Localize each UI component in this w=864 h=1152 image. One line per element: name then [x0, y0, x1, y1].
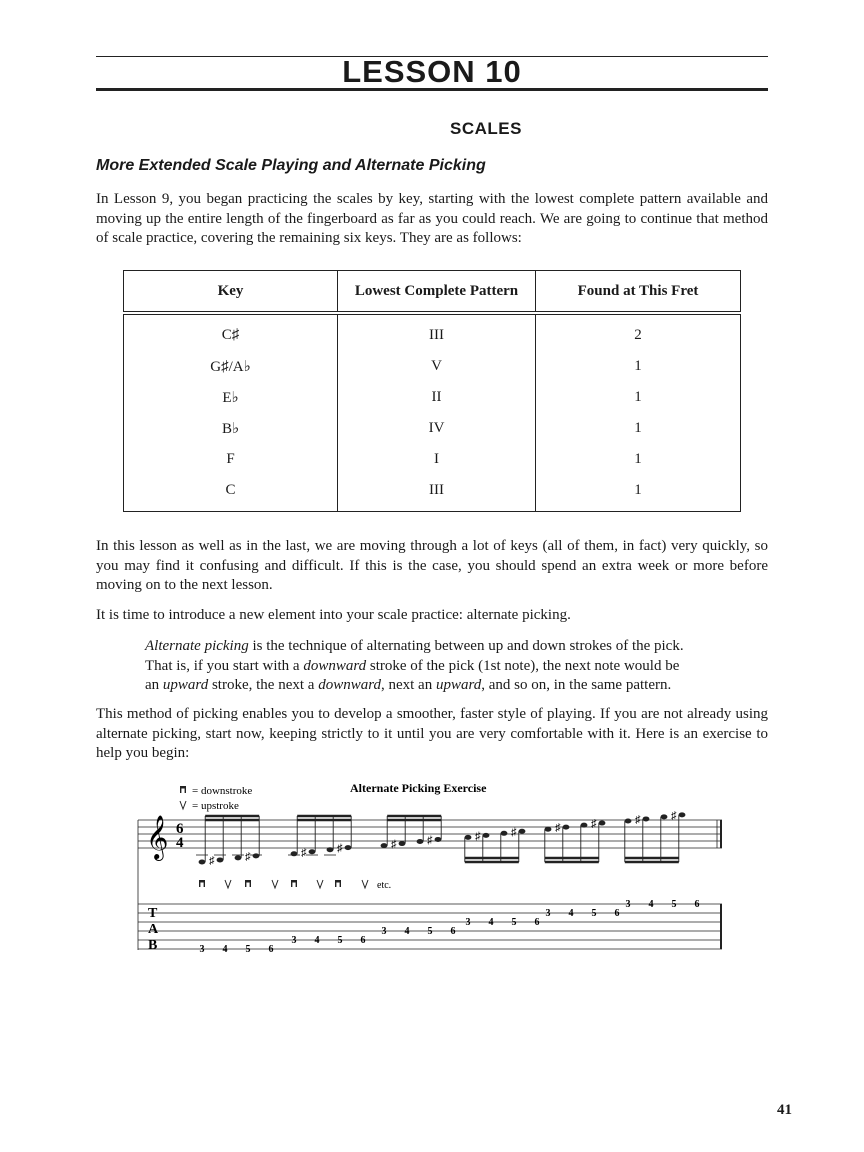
definition-term: Alternate picking — [145, 638, 249, 654]
table-cell-key: E♭ — [222, 390, 239, 406]
note-head — [399, 841, 406, 846]
table-cell-pattern: I — [338, 444, 536, 475]
table-cell-fret: 1 — [536, 413, 741, 444]
tab-letter-t: T — [148, 906, 158, 921]
definition-text: That is, if you start with a — [145, 657, 304, 674]
tab-fret-number: 5 — [427, 926, 433, 937]
table-cell-pattern: IV — [338, 413, 536, 444]
downstroke-legend-label: = downstroke — [192, 785, 253, 797]
upstroke-icon — [317, 880, 323, 888]
table-cell-key: C♯ — [221, 327, 240, 343]
definition-emphasis: downward — [303, 657, 367, 674]
note-head — [563, 825, 570, 830]
tab-letter-b: B — [148, 938, 158, 953]
table-cell-key: G♯/A♭ — [210, 359, 251, 375]
table-cell-fret: 1 — [536, 444, 741, 475]
definition-emphasis: upward — [435, 677, 482, 693]
note-head — [465, 835, 472, 840]
note-head — [291, 851, 298, 856]
note-head — [519, 829, 526, 834]
upstroke-icon — [362, 880, 368, 888]
note-head — [501, 831, 508, 836]
sharp-icon: ♯ — [427, 834, 433, 847]
upstroke-icon — [272, 880, 278, 888]
sharp-icon: ♯ — [591, 818, 597, 831]
table-row — [124, 413, 741, 444]
note-head — [581, 823, 588, 828]
table-cell-fret: 1 — [536, 475, 741, 512]
keys-table — [123, 270, 741, 512]
table-cell-fret: 1 — [536, 382, 741, 413]
intro-paragraph: In Lesson 9, you began practicing the scales by key, starting with the lowest complete pattern available and moving up the entire length of the fingerboard as far as you could reach. We are going to continue that method of scale practice, covering the remaining six keys. They are as follows: — [96, 191, 768, 246]
tab-letter-a: A — [148, 922, 159, 937]
table-row — [124, 382, 741, 413]
tab-fret-number: 5 — [337, 935, 343, 946]
definition-block — [145, 637, 725, 696]
table-cell-pattern: III — [338, 475, 536, 512]
downstroke-icon — [291, 880, 297, 887]
page-number: 41 — [777, 1102, 792, 1118]
tab-fret-number: 3 — [545, 908, 551, 919]
table-header-row — [124, 271, 741, 314]
downstroke-legend-icon — [180, 786, 186, 793]
sharp-icon: ♯ — [671, 809, 677, 822]
lesson-title: LESSON 10 — [342, 54, 522, 89]
table-row — [124, 475, 741, 512]
note-head — [217, 857, 224, 862]
note-head — [235, 855, 242, 860]
note-head — [679, 812, 686, 817]
tab-fret-number: 6 — [360, 935, 366, 946]
tab-fret-number: 6 — [450, 926, 456, 937]
downstroke-icon — [199, 880, 205, 887]
paragraph-keys-warning: In this lesson as well as in the last, we are moving through a lot of keys (all of them, in fact) very quickly, so you may find it confusing and difficult. If this is the case, you should spend an extra week or more before moving on to the next lesson. — [96, 538, 768, 593]
sharp-icon: ♯ — [475, 830, 481, 843]
table-header-fret: Found at This Fret — [536, 271, 741, 314]
table-row — [124, 313, 741, 351]
definition-text: an — [145, 677, 163, 693]
paragraph-exercise-intro: This method of picking enables you to develop a smoother, faster style of playing. If you are not already using alternate picking, start now, keeping strictly to it until you are very comfortable with it. Here is an exercise to help you begin: — [96, 706, 768, 761]
table-row — [124, 351, 741, 382]
table-cell-pattern: V — [338, 351, 536, 382]
table-header-key: Key — [124, 271, 338, 314]
alternate-picking-exercise — [130, 778, 730, 963]
tab-fret-number: 3 — [465, 917, 471, 928]
paragraph-alternate-intro: It is time to introduce a new element into your scale practice: alternate picking. — [96, 607, 571, 623]
note-head — [327, 847, 334, 852]
tab-fret-number: 6 — [534, 917, 540, 928]
definition-text: , and so on, in the same pattern. — [481, 677, 672, 693]
note-head — [625, 819, 632, 824]
note-head — [417, 839, 424, 844]
note-head — [253, 853, 260, 858]
upstroke-legend-label: = upstroke — [192, 800, 239, 812]
note-head — [599, 821, 606, 826]
table-cell-pattern: II — [338, 382, 536, 413]
definition-emphasis: downward — [318, 677, 381, 693]
definition-emphasis: upward — [162, 677, 209, 693]
tab-fret-number: 3 — [625, 899, 631, 910]
note-head — [435, 837, 442, 842]
section-title: SCALES — [450, 119, 522, 138]
time-signature-top: 6 — [176, 821, 184, 837]
time-signature-bottom: 4 — [176, 835, 184, 851]
tab-fret-number: 4 — [314, 935, 320, 946]
definition-text: stroke of the pick (1st note), the next note would be — [366, 657, 680, 674]
definition-text: stroke, the next a — [208, 677, 319, 693]
tab-fret-number: 4 — [222, 944, 228, 955]
note-head — [643, 816, 650, 821]
sharp-icon: ♯ — [635, 813, 641, 826]
note-head — [483, 833, 490, 838]
scale-notes — [196, 810, 685, 867]
definition-text: , next an — [380, 677, 436, 693]
tab-fret-number: 6 — [694, 899, 700, 910]
note-head — [381, 843, 388, 848]
header-rule-bottom — [96, 88, 768, 91]
tab-fret-number: 5 — [591, 908, 597, 919]
definition-text: is the technique of alternating between up and down strokes of the pick. — [248, 638, 684, 654]
tab-fret-number: 4 — [404, 926, 410, 937]
tab-fret-number: 5 — [511, 917, 517, 928]
table-cell-key: C — [225, 482, 236, 498]
pick-direction-marks — [199, 880, 368, 888]
tab-fret-number: 3 — [381, 926, 387, 937]
sharp-icon: ♯ — [391, 838, 397, 851]
etc-label: etc. — [377, 880, 392, 891]
table-cell-fret: 2 — [536, 313, 741, 351]
note-head — [199, 860, 206, 865]
table-header-pattern: Lowest Complete Pattern — [338, 271, 536, 314]
table-cell-key: B♭ — [221, 421, 240, 437]
sharp-icon: ♯ — [337, 842, 343, 855]
sharp-icon: ♯ — [511, 826, 517, 839]
exercise-title: Alternate Picking Exercise — [350, 781, 487, 795]
sharp-icon: ♯ — [555, 822, 561, 835]
tab-fret-number: 6 — [268, 944, 274, 955]
sharp-icon: ♯ — [245, 850, 251, 863]
note-head — [309, 849, 316, 854]
table-row — [124, 444, 741, 475]
note-head — [345, 845, 352, 850]
sharp-icon: ♯ — [209, 854, 215, 867]
tab-fret-number: 3 — [199, 944, 205, 955]
tab-fret-number: 5 — [671, 899, 677, 910]
downstroke-icon — [245, 880, 251, 887]
table-cell-key: F — [226, 451, 235, 467]
table-cell-fret: 1 — [536, 351, 741, 382]
tab-fret-number: 4 — [648, 899, 654, 910]
tab-fret-number: 4 — [488, 917, 494, 928]
table-cell-pattern: III — [338, 313, 536, 351]
tab-fret-number: 6 — [614, 908, 620, 919]
tab-fret-number: 5 — [245, 944, 251, 955]
tab-fret-number: 4 — [568, 908, 574, 919]
note-head — [545, 827, 552, 832]
note-head — [661, 814, 668, 819]
sharp-icon: ♯ — [301, 846, 307, 859]
upstroke-icon — [225, 880, 231, 888]
tab-fret-numbers — [200, 899, 700, 955]
upstroke-legend-icon — [180, 801, 186, 809]
subheading: More Extended Scale Playing and Alternate Picking — [96, 157, 486, 174]
tab-fret-number: 3 — [291, 935, 297, 946]
treble-clef-icon: 𝄞 — [146, 817, 169, 859]
downstroke-icon — [335, 880, 341, 887]
